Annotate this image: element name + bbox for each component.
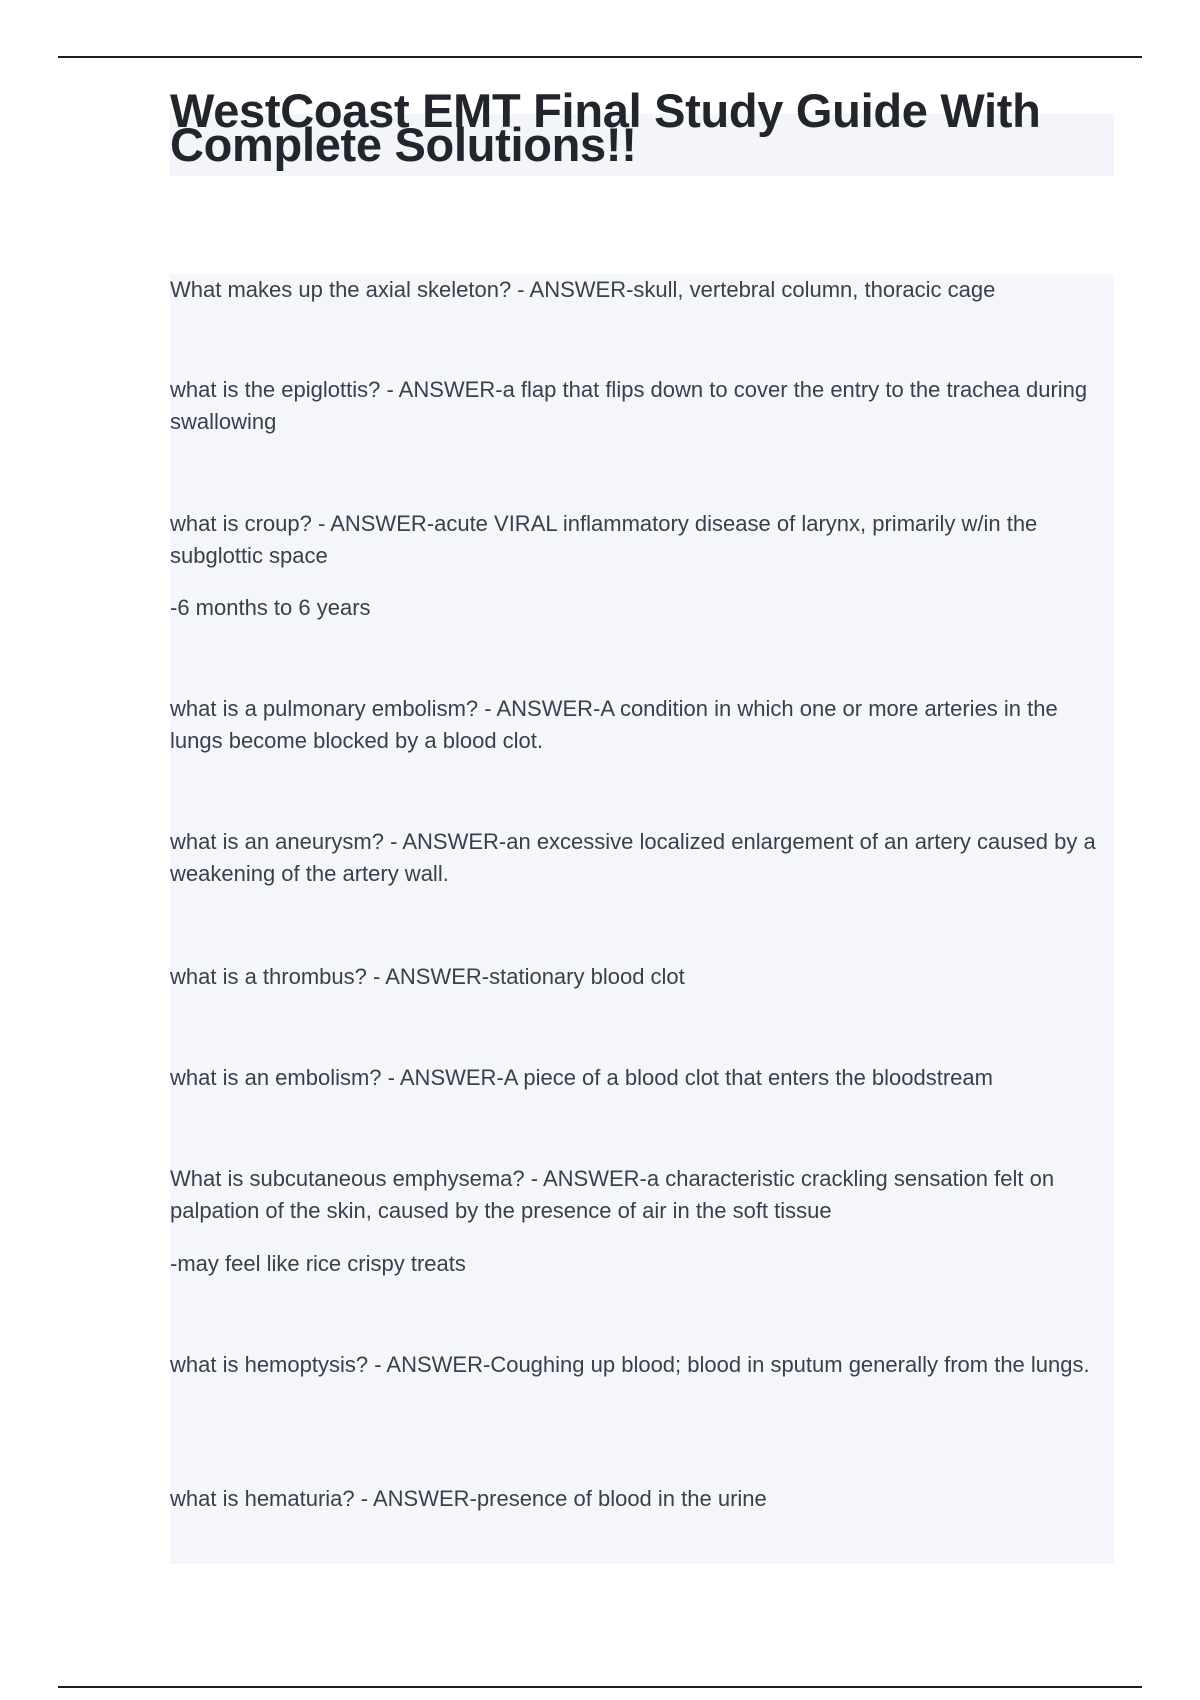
qa-item-2 [170, 374, 1114, 438]
answer-separator: - ANSWER- [511, 277, 634, 302]
question: what is hemoptysis? [170, 1352, 369, 1377]
question: what is hematuria? [170, 1486, 355, 1511]
qa-item-6 [170, 961, 1114, 993]
qa-item-7 [170, 1062, 1114, 1094]
top-rule [58, 56, 1142, 58]
qa-item-3 [170, 508, 1114, 572]
question: What makes up the axial skeleton? [170, 277, 512, 302]
question: what is an embolism? [170, 1065, 382, 1090]
bottom-rule [58, 1686, 1142, 1688]
question: what is an aneurysm? [170, 829, 384, 854]
qa-item-10 [170, 1483, 1114, 1515]
answer-separator: - ANSWER- [384, 829, 507, 854]
question: what is the epiglottis? [170, 377, 381, 402]
answer-separator: - ANSWER- [311, 511, 435, 536]
answer: skull, vertebral column, thoracic cage [633, 277, 996, 302]
qa-item-9 [170, 1349, 1114, 1381]
question: what is croup? [170, 511, 312, 536]
answer-separator: - ANSWER- [381, 1065, 504, 1090]
answer: presence of blood in the urine [476, 1486, 767, 1511]
qa-item-8 [170, 1163, 1114, 1227]
qa-note-3: -6 months to 6 years [170, 595, 371, 620]
answer: Coughing up blood; blood in sputum generally from the lungs. [490, 1352, 1090, 1377]
question: what is a thrombus? [170, 964, 367, 989]
answer: an excessive localized enlargement of an artery caused by a weakening of the artery wall. [170, 829, 1096, 886]
answer-separator: - ANSWER- [524, 1166, 647, 1191]
answer-separator: - ANSWER- [478, 696, 601, 721]
answer-separator: - ANSWER- [380, 377, 503, 402]
qa-item-5 [170, 826, 1114, 890]
qa-note-8: -may feel like rice crispy treats [170, 1251, 466, 1276]
answer-separator: - ANSWER- [368, 1352, 491, 1377]
answer-separator: - ANSWER- [366, 964, 490, 989]
answer: a flap that flips down to cover the entry to the trachea during swallowing [170, 377, 1088, 434]
question: what is a pulmonary embolism? [170, 696, 479, 721]
answer-separator: - ANSWER- [354, 1486, 477, 1511]
qa-item-1 [170, 274, 1114, 306]
qa-item-4 [170, 693, 1114, 757]
answer: A condition in which one or more arteries in the lungs become blocked by a blood clot. [170, 696, 1058, 753]
answer: acute VIRAL inflammatory disease of larynx, primarily w/in the subglottic space [170, 511, 1038, 568]
answer: stationary blood clot [489, 964, 685, 989]
document-title: WestCoast EMT Final Study Guide With Complete Solutions!! [170, 84, 1041, 171]
question: What is subcutaneous emphysema? [170, 1166, 525, 1191]
answer: a characteristic crackling sensation felt on palpation of the skin, caused by the presence of air in the soft tissue [170, 1166, 1055, 1223]
answer: A piece of a blood clot that enters the bloodstream [503, 1065, 993, 1090]
